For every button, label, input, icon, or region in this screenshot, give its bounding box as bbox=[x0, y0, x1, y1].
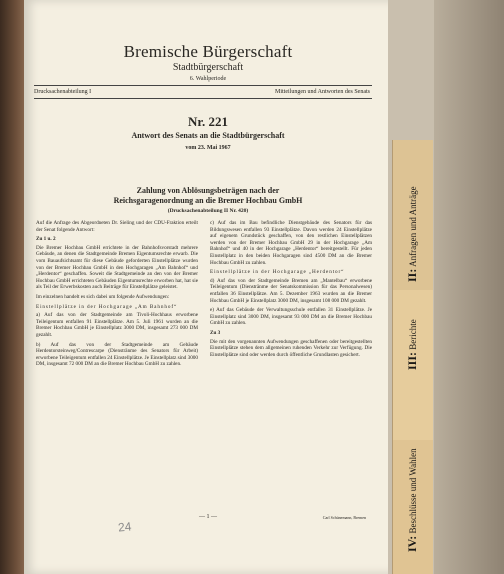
tab-berichte[interactable] bbox=[392, 290, 433, 440]
intro-paragraph: Auf die Anfrage des Abgeordneten Dr. Sieling und der CDU-Fraktion erteilt der Senat folgende Antwort: bbox=[36, 220, 198, 233]
section-heading: Zu 1 u. 2 bbox=[36, 236, 56, 243]
page-number: — 1 — bbox=[199, 514, 217, 520]
tab-label: IV: Beschlüsse und Wahlen bbox=[405, 448, 419, 552]
spaced-subheading: Einstellplätze in der Hochgarage „Herdentor“ bbox=[210, 269, 345, 276]
paragraph: Im einzelnen handelt es sich dabei um folgende Aufwendungen: bbox=[36, 293, 170, 300]
printer-credit: Carl Schünemann, Bremen bbox=[322, 515, 366, 520]
tab-anfragen[interactable] bbox=[392, 140, 433, 290]
list-item: c) Auf das im Bau befindliche Dienstgebäude des Senators für das Bildungswesen entfallen 93 Einstellplätze. Davon werden 24 Einstellplätze auf eigenem Grundstück geschaffen, von den restlichen Einstellplätzen werden von der Bremer Hochbau GmbH 29 in der Hochgarage „Am Bahnhof“ und 40 in der Hochgarage „Herdentor“ bereitgestellt. Für jeden Einstellplatz in den beiden Hochgaragen sind 4500 DM an die Bremer Hochbau GmbH zu zahlen. bbox=[210, 220, 372, 266]
register-tabs bbox=[388, 0, 504, 574]
document-date: vom 23. Mai 1967 bbox=[185, 145, 231, 151]
paragraph: Die Bremer Hochbau GmbH errichtete in der Bahnhofsvorstadt mehrere Gebäude, an denen die Stadtgemeinde Bremen Eigentumsrechte erwarb. Die vom Bauaufsichtsamt für diese Gebäude geforderten Einstellplätze wurden von der Bremer Hochbau GmbH in den Hochgaragen „Am Bahnhof“ und „Herdentor“ geschaffen. Soweit die Stadtgemeinde an den von der Bremer Hochbau GmbH errichteten Gebäuden Eigentumsrechte erworben hat, hat sie als Teil der Erwerbskosten auch Beiträge für Einstellplätze geleistet. bbox=[36, 244, 198, 291]
answer-heading: Antwort des Senats an die Stadtbürgerschaft bbox=[131, 131, 285, 140]
list-item: b) Auf das von der Stadtgemeinde am Gebäude Herdentorsteinweg/Contrescarpe (Dienstränme des Senators für Arbeit) erworbene Teileigentum entfallen 24 Einstellplätze. Je Einstellplatz sind 3000 DM, insgesamt 72 000 DM an die Bremer Hochbau GmbH zu zahlen. bbox=[36, 341, 198, 368]
spaced-subheading: Einstellplätze in der Hochgarage „Am Bahnhof“ bbox=[36, 303, 178, 310]
section-heading: Zu 3 bbox=[210, 329, 221, 336]
parliament-subtitle: Stadtbürgerschaft bbox=[172, 62, 244, 73]
handwritten-note: 24 bbox=[117, 519, 133, 535]
tab-beschluesse[interactable] bbox=[392, 440, 433, 574]
subject-heading: Zahlung von Ablösungsbeträgen nach der Reichsgaragenordnung an die Bremer Hochbau GmbH bbox=[113, 186, 303, 205]
tab-label: III: Berichte bbox=[405, 319, 419, 370]
text-column-left bbox=[36, 220, 198, 371]
paragraph: Die mit den vorgenannten Aufwendungen geschaffenen oder bereitgestellten Einstellplätze stehen dem allgemeinen ruhenden Verkehr zur Verfügung. Die Einstellplätze sind oder werden durch öffentliche Grundlasten gesichert. bbox=[210, 338, 372, 358]
section-label: Mitteilungen und Antworten des Senats bbox=[275, 89, 370, 95]
binder-edge bbox=[434, 0, 504, 574]
tab-label: II: Anfragen und Anträge bbox=[405, 186, 419, 282]
list-item: d) Auf das von der Stadtgemeinde Bremen am „Mantelbau“ erworbene Teileigentum (Dienstränme der Senatskommission für das Personalwesen) entfallen 36 Einstellplätze. Am 5. Dezember 1963 wurden an die Bremer Hochbau GmbH je Einstellplatz 3000 DM, insgesamt 108 000 DM gezahlt. bbox=[210, 277, 372, 304]
text-column-right bbox=[210, 220, 372, 361]
list-item: a) Auf das von der Stadtgemeinde am Tivoli-Hochhaus erworbene Teileigentum entfallen 91 Einstellplätze. Am 5. Juli 1961 wurden an die Bremer Hochbau GmbH je Einstellplatz 3000 DM, insgesamt 273 000 DM gezahlt. bbox=[36, 312, 198, 338]
subject-reference: (Drucksachenabteilung II Nr. 420) bbox=[167, 208, 249, 214]
list-item: e) Auf das Gebäude der Verwaltungsschule entfallen 31 Einstellplätze. Je Einstellplatz sind 3000 DM, insgesamt 93 000 DM an die Bremer Hochbau GmbH zu zahlen. bbox=[210, 307, 372, 327]
parliament-title: Bremische Bürgerschaft bbox=[123, 42, 293, 61]
document-page bbox=[24, 0, 392, 574]
binder-spine bbox=[0, 0, 26, 574]
election-period: 6. Wahlperiode bbox=[189, 76, 227, 82]
department-label: Drucksachenabteilung I bbox=[34, 89, 92, 95]
header-rule-bottom bbox=[34, 98, 372, 99]
document-number: Nr. 221 bbox=[188, 114, 228, 129]
header-rule-top bbox=[34, 85, 372, 86]
